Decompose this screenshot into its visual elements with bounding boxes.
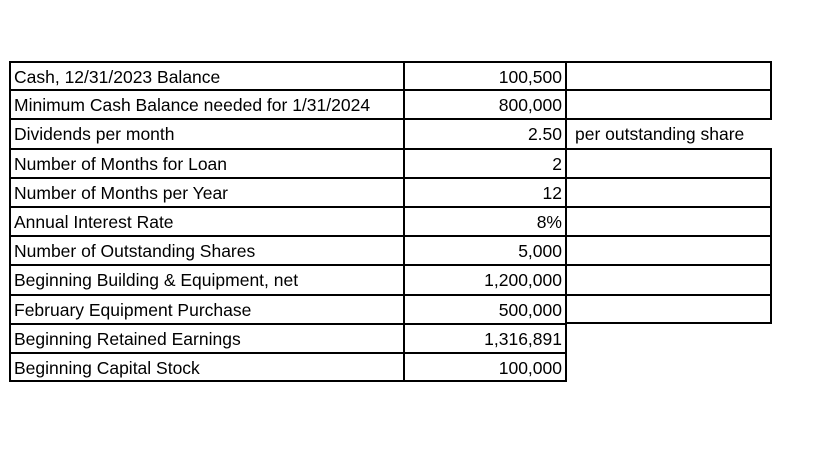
note-cell[interactable] [565, 178, 772, 207]
note-cell[interactable] [565, 207, 772, 236]
value-cell[interactable]: 12 [403, 178, 567, 207]
note-cell[interactable] [565, 295, 772, 324]
label-cell[interactable]: Beginning Capital Stock [9, 353, 405, 382]
value-cell[interactable]: 1,200,000 [403, 265, 567, 294]
value-cell[interactable]: 100,500 [403, 61, 567, 90]
label-cell[interactable]: Number of Months for Loan [9, 149, 405, 178]
value-cell[interactable]: 500,000 [403, 295, 567, 324]
label-cell[interactable]: Number of Months per Year [9, 178, 405, 207]
label-cell[interactable]: Dividends per month [9, 119, 405, 148]
value-cell[interactable]: 800,000 [403, 90, 567, 119]
value-cell[interactable]: 8% [403, 207, 567, 236]
value-cell[interactable]: 100,000 [403, 353, 567, 382]
value-cell[interactable]: 1,316,891 [403, 324, 567, 353]
label-cell[interactable]: Beginning Retained Earnings [9, 324, 405, 353]
label-cell[interactable]: Number of Outstanding Shares [9, 236, 405, 265]
note-cell[interactable] [565, 90, 772, 119]
value-cell[interactable]: 2 [403, 149, 567, 178]
label-cell[interactable]: Cash, 12/31/2023 Balance [9, 61, 405, 90]
note-cell[interactable] [565, 149, 772, 178]
label-cell[interactable]: Beginning Building & Equipment, net [9, 265, 405, 294]
value-cell[interactable]: 5,000 [403, 236, 567, 265]
note-cell[interactable] [565, 61, 772, 90]
value-cell[interactable]: 2.50 [403, 119, 567, 148]
label-cell[interactable]: February Equipment Purchase [9, 295, 405, 324]
note-cell[interactable] [565, 265, 772, 294]
note-cell[interactable] [565, 236, 772, 265]
note-cell[interactable]: per outstanding share [565, 119, 772, 148]
label-cell[interactable]: Minimum Cash Balance needed for 1/31/2024 [9, 90, 405, 119]
label-cell[interactable]: Annual Interest Rate [9, 207, 405, 236]
